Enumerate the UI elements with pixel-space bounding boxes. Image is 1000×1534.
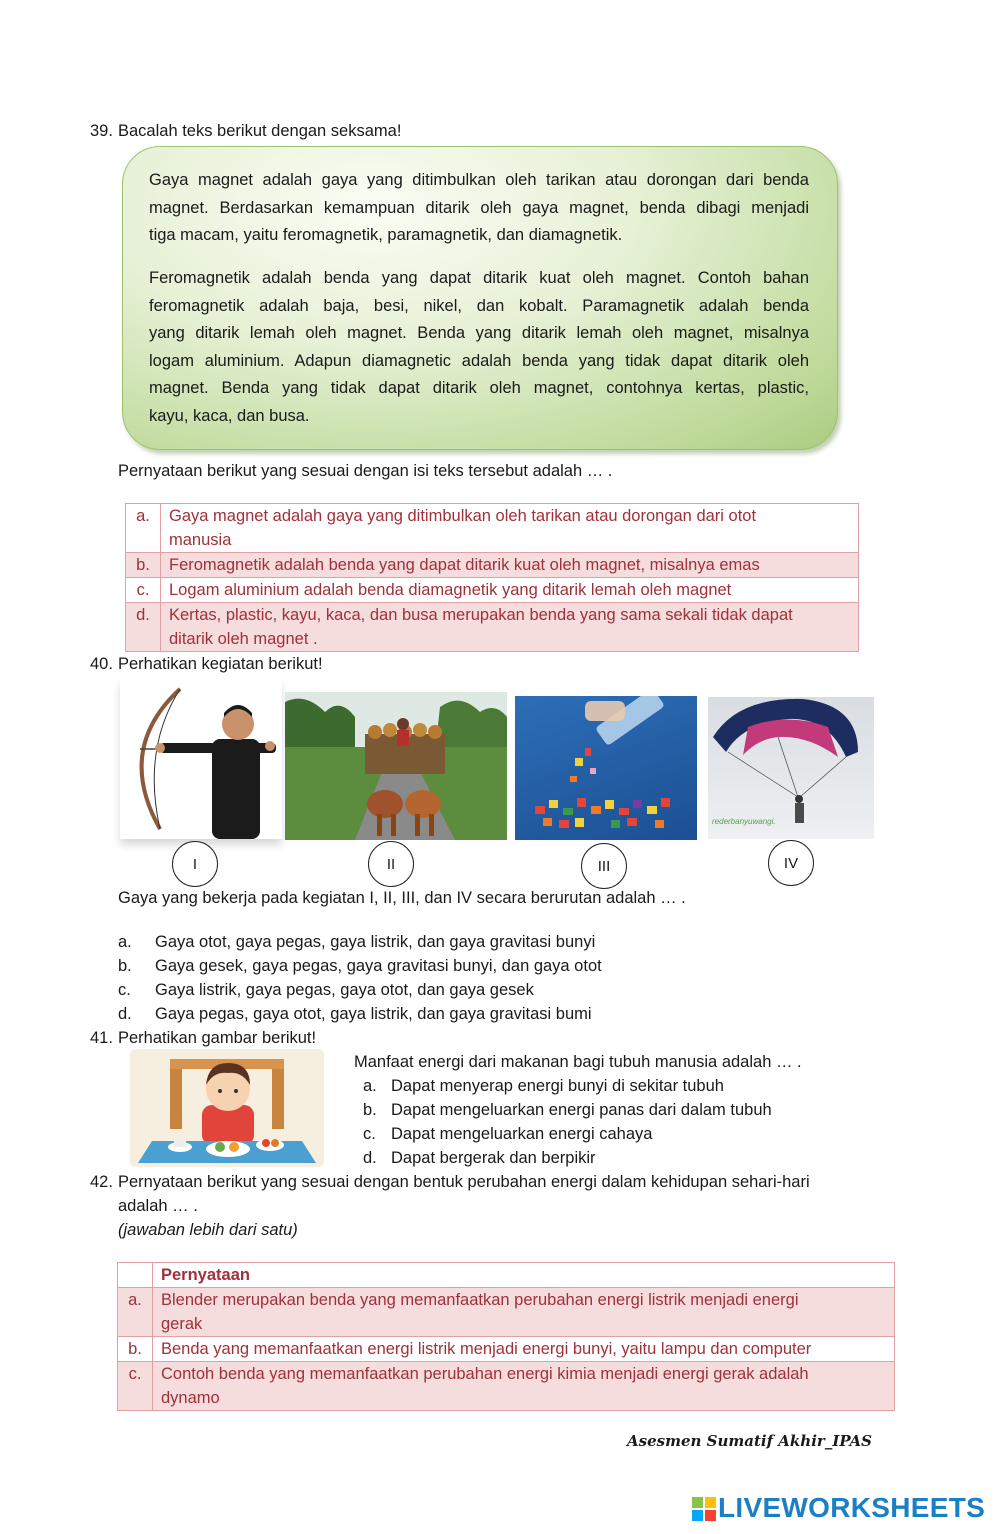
option-text: Dapat mengeluarkan energi panas dari dalam tubuh — [391, 1101, 772, 1119]
option-text[interactable] — [161, 553, 859, 578]
option-letter: b. — [126, 553, 161, 578]
option-line: manusia — [169, 531, 232, 549]
option-letter: b. — [118, 957, 132, 975]
passage-paragraph-2 — [149, 265, 809, 431]
reading-passage-box — [122, 146, 838, 450]
option-line: Kertas, plastic, kayu, kaca, dan busa merupakan benda yang sama sekali tidak dapat — [169, 606, 793, 624]
q41-option-a[interactable] — [363, 1074, 724, 1098]
statement-text[interactable] — [153, 1362, 895, 1411]
q42-question-line2: adalah … . — [118, 1197, 198, 1215]
q42-note: (jawaban lebih dari satu) — [118, 1221, 298, 1239]
option-text[interactable] — [161, 578, 859, 603]
q41-number: 41. — [90, 1029, 113, 1047]
label-circle-I: I — [172, 841, 218, 887]
liveworksheets-brand[interactable]: LIVEWORKSHEETS — [718, 1492, 986, 1523]
table-header-row — [118, 1263, 895, 1288]
q42-statements-table — [117, 1262, 895, 1411]
option-text: Gaya otot, gaya pegas, gaya listrik, dan gaya gravitasi bunyi — [155, 933, 596, 951]
passage-paragraph-1 — [149, 167, 809, 250]
statement-letter: c. — [118, 1362, 153, 1411]
statement-letter: a. — [118, 1288, 153, 1337]
q39-number: 39. — [90, 122, 113, 140]
option-line: Logam aluminium adalah benda diamagnetik yang ditarik lemah oleh magnet — [169, 581, 732, 599]
label-circle-III: III — [581, 843, 627, 889]
statement-row-c[interactable] — [118, 1362, 895, 1411]
paper-confetti-image — [515, 696, 697, 840]
option-row-c[interactable] — [126, 578, 859, 603]
archer-image — [120, 679, 282, 839]
q39-question: Pernyataan berikut yang sesuai dengan isi teks tersebut adalah … . — [118, 462, 613, 480]
statement-line: Blender merupakan benda yang memanfaatkan perubahan energi listrik menjadi energi — [161, 1291, 799, 1309]
q41-question: Manfaat energi dari makanan bagi tubuh manusia adalah … . — [354, 1053, 802, 1071]
option-letter: a. — [118, 933, 132, 951]
option-letter: b. — [363, 1101, 377, 1119]
passage-line: tiga macam, yaitu feromagnetik, paramagnetik, dan diamagnetik. — [149, 226, 623, 245]
statement-letter: b. — [118, 1337, 153, 1362]
liveworksheets-logo-icon — [692, 1497, 716, 1521]
header-empty-cell — [118, 1263, 153, 1288]
option-letter: c. — [363, 1125, 376, 1143]
statement-row-b[interactable] — [118, 1337, 895, 1362]
paraglider-caption: rederbanyuwangi. — [712, 817, 776, 826]
ox-cart-image — [285, 692, 507, 840]
label-circle-II: II — [368, 841, 414, 887]
option-line: Gaya magnet adalah gaya yang ditimbulkan oleh tarikan atau dorongan dari otot — [169, 507, 757, 525]
q40-question: Gaya yang bekerja pada kegiatan I, II, III, dan IV secara berurutan adalah … . — [118, 889, 686, 907]
q40-number: 40. — [90, 655, 113, 673]
option-text: Dapat bergerak dan berpikir — [391, 1149, 596, 1167]
option-text: Dapat mengeluarkan energi cahaya — [391, 1125, 653, 1143]
passage-line: magnet. Benda yang tidak dapat ditarik oleh magnet, contohnya kertas, plastic, — [149, 379, 809, 398]
q40-option-a[interactable] — [118, 930, 595, 954]
q41-option-b[interactable] — [363, 1098, 772, 1122]
footer-signature: Asesmen Sumatif Akhir_IPAS — [627, 1432, 872, 1450]
statement-line: Contoh benda yang memanfaatkan perubahan energi kimia menjadi energi gerak adalah — [161, 1365, 809, 1383]
boy-eating-image — [130, 1049, 324, 1167]
option-letter: d. — [118, 1005, 132, 1023]
q40-prompt: Perhatikan kegiatan berikut! — [118, 655, 323, 673]
option-text: Dapat menyerap energi bunyi di sekitar tubuh — [391, 1077, 724, 1095]
q41-prompt: Perhatikan gambar berikut! — [118, 1029, 317, 1047]
option-text[interactable] — [161, 603, 859, 652]
option-row-a[interactable] — [126, 504, 859, 553]
option-row-b[interactable] — [126, 553, 859, 578]
paraglider-image — [708, 697, 874, 839]
q40-option-c[interactable] — [118, 978, 534, 1002]
passage-line: Feromagnetik adalah benda yang dapat ditarik kuat oleh magnet. Contoh bahan — [149, 269, 809, 287]
label-circle-IV: IV — [768, 840, 814, 886]
q42-number: 42. — [90, 1173, 113, 1191]
statement-line: gerak — [161, 1315, 203, 1333]
statement-line: Benda yang memanfaatkan energi listrik menjadi energi bunyi, yaitu lampu dan computer — [161, 1340, 812, 1358]
passage-line: feromagnetik adalah baja, besi, nikel, dan kobalt. Paramagnetik adalah benda — [149, 296, 809, 315]
option-line: Feromagnetik adalah benda yang dapat ditarik kuat oleh magnet, misalnya emas — [169, 556, 760, 574]
option-letter: d. — [126, 603, 161, 652]
option-text: Gaya pegas, gaya otot, gaya listrik, dan gaya gravitasi bumi — [155, 1005, 592, 1023]
q40-option-b[interactable] — [118, 954, 602, 978]
option-letter: c. — [126, 578, 161, 603]
passage-line: Gaya magnet adalah gaya yang ditimbulkan oleh tarikan atau dorongan dari benda — [149, 171, 809, 189]
option-text[interactable] — [161, 504, 859, 553]
statement-row-a[interactable] — [118, 1288, 895, 1337]
q41-option-c[interactable] — [363, 1122, 652, 1146]
option-text: Gaya listrik, gaya pegas, gaya otot, dan gaya gesek — [155, 981, 534, 999]
q39-prompt: Bacalah teks berikut dengan seksama! — [118, 122, 402, 140]
option-letter: a. — [126, 504, 161, 553]
option-letter: c. — [118, 981, 131, 999]
q42-question-line1: Pernyataan berikut yang sesuai dengan bentuk perubahan energi dalam kehidupan sehari-hari — [118, 1173, 810, 1191]
header-cell: Pernyataan — [153, 1263, 895, 1288]
option-letter: a. — [363, 1077, 377, 1095]
passage-line: yang ditarik lemah oleh magnet. Benda yang ditarik lemah oleh magnet, misalnya — [149, 324, 809, 343]
passage-line: magnet. Berdasarkan kemampuan ditarik oleh gaya magnet, benda dibagi menjadi — [149, 198, 809, 217]
option-letter: d. — [363, 1149, 377, 1167]
statement-line: dynamo — [161, 1389, 220, 1407]
passage-line: logam aluminium. Adapun diamagnetic adalah benda yang tidak dapat ditarik oleh — [149, 351, 809, 370]
q41-option-d[interactable] — [363, 1146, 596, 1170]
passage-line: kayu, kaca, dan busa. — [149, 406, 310, 425]
statement-text[interactable] — [153, 1337, 895, 1362]
option-line: ditarik oleh magnet . — [169, 630, 318, 648]
q39-options-table — [125, 503, 859, 652]
q40-option-d[interactable] — [118, 1002, 592, 1026]
statement-text[interactable] — [153, 1288, 895, 1337]
option-text: Gaya gesek, gaya pegas, gaya gravitasi bunyi, dan gaya otot — [155, 957, 602, 975]
option-row-d[interactable] — [126, 603, 859, 652]
